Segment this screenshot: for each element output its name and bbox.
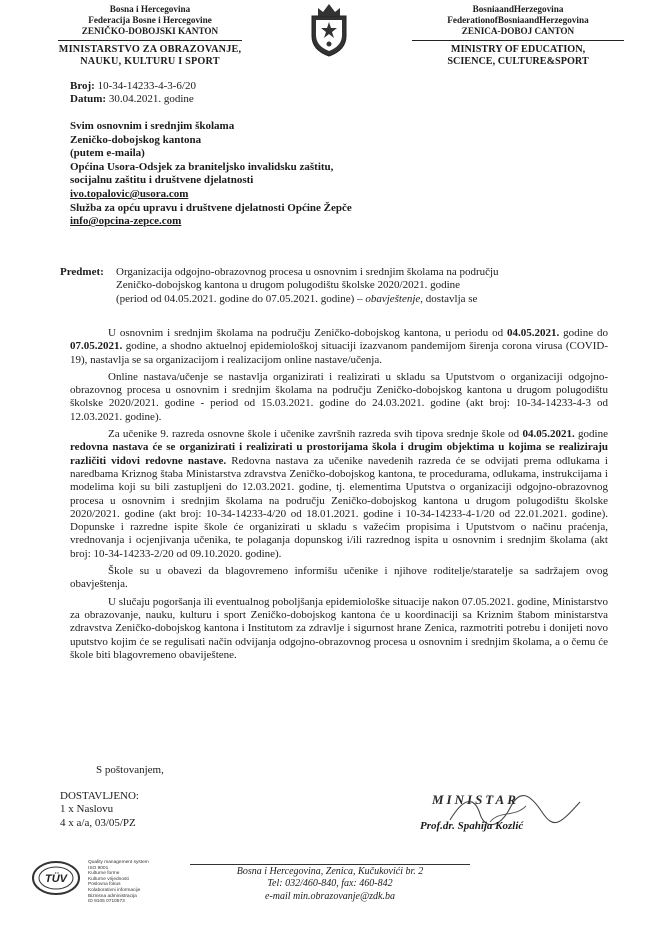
p3-text: Redovna nastava za učenike navedenih razreda će se odvijati prema odlukama i naredbama Kriznog štaba Ministarstva zdravstva Zeničko-dobojskog kantona, te procedurama, odlukama, instrukcijama i modelima koji su bili zastupljeni do 12.03.2021. godine, tj. elementima Uputstva o organizaciji odgojno-obrazovnog procesa u osnovnim i srednjim školama na području Zeničko-dobojskog kantona u drugom polugodištu školske 2020/2021. godine (akt broj: 10-34-14233-4/20 od 18.01.2021. godine i 10-34-14233-4-1/20 od 22.01.2021. godine). Dopunske i razredne ispite škole će organizirati u skladu s važećim propisima i Uputstvom o načinu praćenja, vrednovanja i ocjenjivanja učenika, te polaganja dopunskog i/ili razrednog ispita u osnovnim i srednjim školama (akt broj: 10-34-14233-2/20 od 09.10.2020. godine). xyxy=(70,454,608,560)
header-country-en: BosniaandHerzegovina xyxy=(472,4,564,14)
recipient-line: Općina Usora-Odsjek za braniteljsko invalidsku zaštitu, xyxy=(70,160,334,173)
distribution-item: 1 x Naslovu xyxy=(60,803,114,816)
p3-text: Za učenike 9. razreda osnovne škole i učenike završnih razreda svih tipova srednje škole od xyxy=(108,428,523,441)
paragraph-5: U slučaju pogoršanja ili eventualnog poboljšanja epidemiološke situacije nakon 07.05.2021. godine, Ministarstvo za obrazovanje, nauku, kulturu i sport Zeničko-dobojskog kantona će u koordinaciji sa Kriznim štabom ministarstva zdravstva Zeničko-dobojskog kantona i Institutom za zdravlje i sigurnost hrane Zenica, razmotriti potrebu i donijeti novo uputstvo kojim će se regulisati način odvijanja odgojno-obrazovnog procesa u osnovnim i srednjim školama, a o čemu će škole biti blagovremeno obaviještene. xyxy=(70,595,608,661)
header-federation: Federacija Bosne i Hercegovine xyxy=(88,15,212,25)
letter-body xyxy=(70,327,608,666)
signature-title: MINISTAR xyxy=(432,792,519,807)
cert-line: ISO 9001 xyxy=(88,865,109,871)
reference-block xyxy=(70,80,196,106)
p3-bold-text: redovna nastava će se organizirati i realizirati u prostorijama škola i drugim objektima u kojima se realiziraju različiti vidovi redovne nastave. xyxy=(70,441,608,467)
p1-text: U osnovnim i srednjim školama na području Zeničko-dobojskog kantona, u periodu od xyxy=(108,327,507,339)
footer-phone: Tel: 032/460-840, fax: 460-842 xyxy=(267,878,393,890)
recipient-line: Služba za opću upravu i društvene djelatnosti Općine Žepče xyxy=(70,201,352,214)
datum-label: Datum: xyxy=(70,93,107,105)
certification-badge xyxy=(30,858,160,904)
subject-suffix: , dostavlja se xyxy=(420,292,478,305)
cert-line: Poslovna fokus xyxy=(88,882,121,888)
p1-text: godine, a shodno aktuelnoj epidemiološkoj situaciji izazvanom pandemijom širenja corona virusa (COVID-19), nastavlja se sa organizacijom i realizacijom online nastave/učenja. xyxy=(70,340,608,366)
paragraph-2: Online nastava/učenje se nastavlja organizirati i realizirati u skladu sa Uputstvom o organizaciji odgojno-obrazovnog procesa u osnovnim i srednjim školama na području Zeničko-dobojskog kantona u drugom polugodištu školske 2020/2021. godine - period od 15.03.2021. godine do 24.03.2021. godine (akt broj: 10-34-14233-4-3 od 12.03.2021. godine). xyxy=(70,370,608,423)
subject-line: Organizacija odgojno-obrazovnog procesa u osnovnim i srednjim školama na području xyxy=(116,266,499,278)
header-ministry-line2: NAUKU, KULTURU I SPORT xyxy=(80,56,220,67)
p3-text: godine xyxy=(574,428,608,441)
distribution-label: DOSTAVLJENO: xyxy=(60,790,139,802)
subject-line: Zeničko-dobojskog kantona u drugom polugodištu školske 2020/2021. godine xyxy=(116,279,461,292)
tuv-logo-icon xyxy=(30,858,82,902)
signature-block xyxy=(420,790,610,840)
header-ministry-en-line2: SCIENCE, CULTURE&SPORT xyxy=(447,56,589,67)
cert-line: Kolaborativni informacije xyxy=(88,887,141,893)
footer-address: Bosna i Hercegovina, Zenica, Kučukovići br. 2 xyxy=(236,866,424,877)
broj-label: Broj: xyxy=(70,80,95,92)
header-canton-en: ZENICA-DOBOJ CANTON xyxy=(461,26,575,36)
recipient-email-link[interactable]: ivo.topalovic@usora.com xyxy=(70,187,189,200)
distribution-item: 4 x a/a, 03/05/PZ xyxy=(60,816,136,829)
header-ministry-line1: MINISTARSTVO ZA OBRAZOVANJE, xyxy=(58,44,242,55)
paragraph-3 xyxy=(70,428,608,561)
recipient-line: socijalnu zaštitu i društvene djelatnosti xyxy=(70,174,254,187)
subject-notice: obavještenje xyxy=(365,292,421,305)
p1-date-end: 07.05.2021. xyxy=(70,340,123,353)
recipient-line: (putem e-maila) xyxy=(70,147,145,160)
recipients xyxy=(70,120,610,229)
recipient-line: Zeničko-dobojskog kantona xyxy=(70,133,202,146)
signature-name: Prof.dr. Spahija Kozlić xyxy=(420,820,524,832)
broj-value: 10-34-14233-4-3-6/20 xyxy=(97,80,196,92)
distribution-list xyxy=(60,790,139,830)
cert-line: ID 9105 0710573 xyxy=(88,899,125,905)
header-divider-en xyxy=(412,40,624,41)
header-ministry-en-line1: MINISTRY OF EDUCATION, xyxy=(450,44,586,55)
header-left xyxy=(40,4,260,68)
p3-date: 04.05.2021. xyxy=(522,428,575,441)
footer-email-link[interactable]: e-mail min.obrazovanje@zdk.ba xyxy=(264,890,395,902)
p1-date-start: 04.05.2021. xyxy=(507,327,560,339)
subject-label: Predmet: xyxy=(60,266,104,278)
subject-period: (period od 04.05.2021. godine do 07.05.2021. godine) – xyxy=(116,292,366,305)
p1-text: godine do xyxy=(559,327,608,339)
closing-salutation: S poštovanjem, xyxy=(96,764,164,776)
header-federation-en: FederationofBosniaandHerzegovina xyxy=(447,15,589,25)
paragraph-1 xyxy=(70,327,608,367)
header-country: Bosna i Hercegovina xyxy=(109,4,191,14)
cert-line: Quality management system xyxy=(88,860,149,865)
paragraph-4: Škole su u obavezi da blagovremeno informišu učenike i njihove roditelje/staratelje sa sadržajem ovog obavještenja. xyxy=(70,565,608,591)
recipient-line: Svim osnovnim i srednjim školama xyxy=(70,120,235,132)
header-divider xyxy=(58,40,242,41)
footer-divider xyxy=(190,864,470,865)
tuv-logo-text: TÜV xyxy=(45,873,67,885)
recipient-email-link[interactable]: info@opcina-zepce.com xyxy=(70,215,182,228)
header-right xyxy=(398,4,638,68)
cert-line: Kulturne forme xyxy=(88,871,120,877)
datum-value: 30.04.2021. godine xyxy=(108,93,194,105)
cert-line: Kulturne vrijednosti xyxy=(88,876,129,882)
page-footer xyxy=(190,866,470,903)
cert-line: Biznisna administracija xyxy=(88,893,137,899)
header-canton: ZENIČKO-DOBOJSKI KANTON xyxy=(81,26,219,36)
subject-line xyxy=(116,293,620,306)
subject-block xyxy=(60,266,620,306)
certification-text xyxy=(88,860,149,905)
coat-of-arms-icon xyxy=(306,2,352,58)
